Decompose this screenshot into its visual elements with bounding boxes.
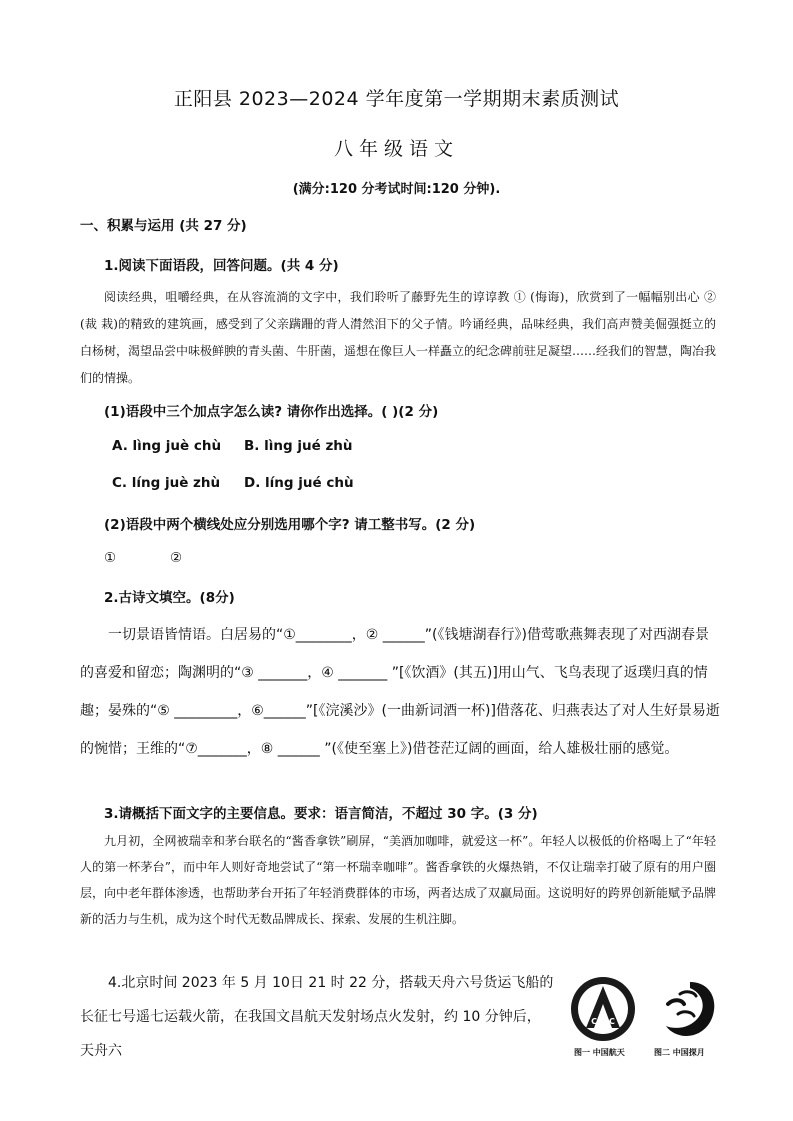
clep-logo <box>660 974 720 1048</box>
option-b: B. lìng jué zhù <box>244 438 353 454</box>
answer-mark-1: ① <box>104 550 117 566</box>
exam-meta: (满分:120 分考试时间:120 分钟). <box>292 182 501 197</box>
question-4-text: 4.北京时间 2023 年 5 月 10日 21 时 22 分，搭载天舟六号货运飞船的长征七号遥七运载火箭，在我国文昌航天发射场点火发射，约 10 分钟后，天舟六 <box>80 975 554 1059</box>
casc-logo-icon <box>568 974 638 1044</box>
lunar-logo-icon <box>660 974 720 1044</box>
question-1-title: 1.阅读下面语段，回答问题。(共 4 分) <box>104 258 339 274</box>
question-1-sub-2: (2)语段中两个横线处应分别选用哪个字? 请工整书写。(2 分) <box>104 517 476 533</box>
page-subtitle: 八年级语文 <box>333 138 459 160</box>
question-2-title: 2.古诗文填空。(8分) <box>104 590 235 606</box>
logo-caption-2: 图二 中国探月 <box>654 1048 705 1057</box>
passage-text: 阅读经典，咀嚼经典，在从容流淌的文字中，我们聆听了藤野先生的谆谆教 ① (悔诲)，欣赏到了一幅幅别出心 ② (裁 栽)的精致的建筑画，感受到了父亲蹒跚的背人潸然泪下的父子情。吟诵经典，品味经典，我们高声赞美倔强挺立的白杨树，渴望品尝中味极鲜腴的青头菌、牛肝菌，遥想在像巨人一样矗立的纪念碑前驻足凝望……经我们的智慧，陶冶我们的情操。 <box>80 290 717 385</box>
option-c: C. líng juè zhù <box>112 475 221 491</box>
logo-caption-1: 图一 中国航天 <box>574 1048 625 1057</box>
option-d: D. líng jué chù <box>244 475 354 491</box>
question-3-title: 3.请概括下面文字的主要信息。要求：语言简洁，不超过 30 字。(3 分) <box>104 806 538 822</box>
casc-logo-label: CASC <box>591 1017 615 1026</box>
question-1-passage <box>80 284 716 392</box>
page-title: 正阳县 2023—2024 学年度第一学期期末素质测试 <box>173 88 620 110</box>
question-3-passage: 九月初，全网被瑞幸和茅台联名的“酱香拿铁”刷屏，“美酒加咖啡，就爱这一杯”。年轻人以极低的价格喝上了“年轻人的第一杯茅台”，而中年人则好奇地尝试了“第一杯瑞幸咖啡”。酱香拿铁的火爆热销，不仅让瑞幸打破了原有的用户圈层，向中老年群体渗透，也帮助茅台开拓了年轻消费群体的市场，两者达成了双赢局面。这说明好的跨界创新能赋予品牌新的活力与生机，成为这个时代无数品牌成长、探索、发展的生机注脚。 <box>80 834 717 926</box>
question-2-text: 一切景语皆情语。白居易的“①________，② ______”(《钱塘湖春行》)借莺歌燕舞表现了对西湖春景的喜爱和留恋；陶渊明的“③ _______，④ _______ ”[《饮酒》(其五)]用山气、飞鸟表现了返璞归真的情趣；晏殊的“⑤ _________，⑥______”[《浣溪沙》(一曲新词酒一杯)]借落花、归燕表达了对人生好景易逝的惋惜；王维的“⑦_______，⑧ ______ ”(《使至塞上》)借苍茫辽阔的画面，给人雄极壮丽的感觉。 <box>80 627 720 757</box>
answer-mark-2: ② <box>170 550 183 566</box>
casc-logo <box>568 974 638 1048</box>
option-a: A. lìng juè chù <box>112 438 222 454</box>
question-1-sub-1: (1)语段中三个加点字怎么读? 请你作出选择。( )(2 分) <box>104 404 439 420</box>
section-heading: 一、积累与运用 (共 27 分) <box>80 218 247 234</box>
